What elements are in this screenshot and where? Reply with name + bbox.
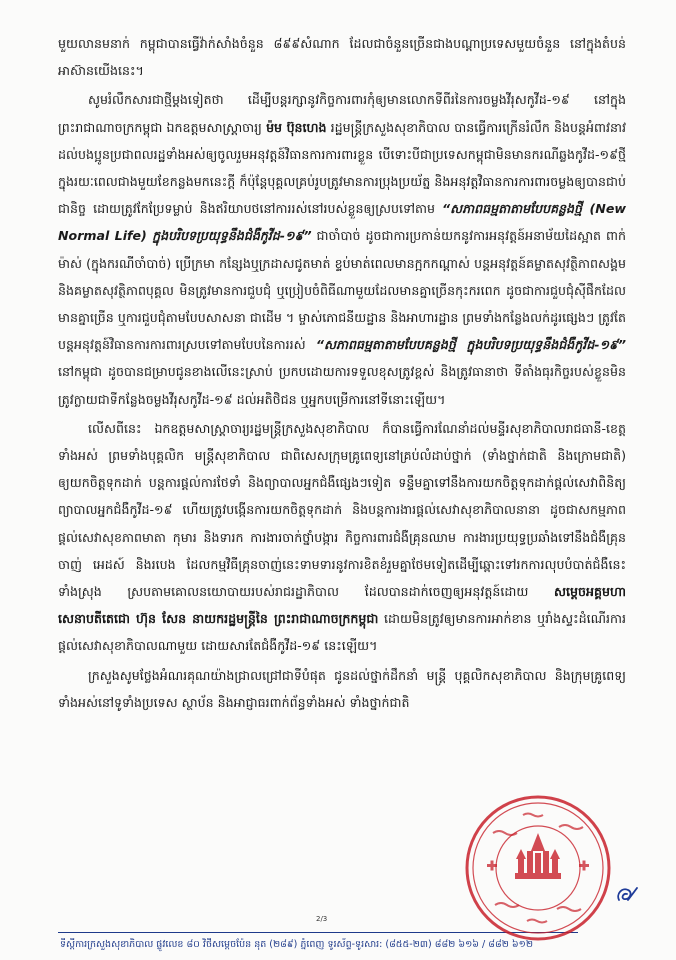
document-body <box>58 30 626 718</box>
text-run: ជាចាំបាច់ ដូចជាការប្រកាន់យកនូវការអនុវត្តន៍អនាម័យដៃស្អាត ពាក់ម៉ាស់ (ក្នុងករណីចាំបាច់) ប្រើក្រមា កន្សែងឬក្រដាសជូតមាត់ ខ្ទប់មាត់ពេលមានក្អកកណ្ដាស់ បន្តអនុវត្តន៍គម្លាតសុវត្ថិភាពសង្គម និងគម្លាតសុវត្ថិភាពបុគ្គល មិនត្រូវមានការជួបជុំ ឬប្រៀបចំពិធីណាមួយដែលមានគ្នាច្រើនកុះករពេក ដូចជាការជួបជុំស៊ីផឹកដែលមានគ្នាច្រើន ឬការជួបជុំតាមបែបសាសនា ជាដើម ។ ម្ចាស់ភោជនីយដ្ឋាន និងអាហារដ្ឋាន ព្រមទាំងកន្លែងលក់ដូរផ្សេងៗ ត្រូវតែបន្តអនុវត្តន៍វិធានការការពារស្របទៅតាមបែបនៃការរស់ <box>58 228 626 353</box>
page-number: 2/3 <box>316 915 328 923</box>
emphasized-text: ម៉ម ប៊ុនហេង <box>266 119 327 135</box>
paragraph <box>58 86 626 412</box>
text-run: សូមរំលឹកសារជាថ្មីម្ដងទៀតថា ដើម្បីបន្តរក្សានូវកិច្ចការពារកុំឲ្យមានលោកទីពីរនៃការចម្លងវីរុសកូវីដ-១៩ នៅក្នុងព្រះរាជាណាចក្រកម្ពុជា ឯកឧត្តមសាស្ត្រាចារ្យ <box>58 92 626 135</box>
ministry-seal-icon <box>463 793 613 943</box>
signature-icon <box>614 882 640 908</box>
text-run: នៅកម្ពុជា ដូចបានជម្រាបជូនខាងលើនេះស្រាប់ ប្រកបដោយការទទួលខុសត្រូវខ្ពស់ និងត្រូវធានាថា ទីតាំងធុរកិច្ចរបស់ខ្លួនមិនត្រូវក្លាយជាទីកន្លែងចម្លងវីរុសកូវីដ-១៩ ដល់អតិថិជន ឬអ្នកបម្រើការនៅទីនោះឡើយ។ <box>58 364 626 407</box>
paragraph <box>58 662 626 716</box>
footer-address: ទីស្ដីការក្រសួងសុខាភិបាល ផ្លូវលេខ ៨០ វិថីសម្ដេចប៉ែន នុត (២៨៩) ភ្នំពេញ ទូរស័ព្ទ-ទូរសារ: (៨៥៥-២៣) ៨៨២ ៦១៦ / ៨៨២ ៦១២ <box>60 939 534 950</box>
paragraph <box>58 30 626 84</box>
text-run: ដោយមិនត្រូវឲ្យមានការអាក់ខាន ឬរាំងស្ទះដំណើរការផ្ដល់សេវាសុខាភិបាលណាមួយ ដោយសារតែជំងឺកូវីដ-១៩ នេះឡើយ។ <box>58 611 626 654</box>
text-run: ក្រសួងសូមថ្លែងអំណរគុណយ៉ាងជ្រាលជ្រៅជាទីបំផុត ជូនដល់ថ្នាក់ដឹកនាំ មន្ត្រី បុគ្គលិកសុខាភិបាល និងក្រុមគ្រូពេទ្យទាំងអស់នៅទូទាំងប្រទេស ស្ថាប័ន និងអាជ្ញាធរពាក់ព័ន្ធទាំងអស់ ទាំងថ្នាក់ជាតិ <box>58 667 626 710</box>
text-run: រដ្ឋមន្ត្រីក្រសួងសុខាភិបាល បានធ្វើការក្រើនរំលឹក និងបន្តអំពាវនាវដល់បងប្អូនប្រជាពលរដ្ឋទាំងអស់ឲ្យចូលរួមអនុវត្តន៍វិធានការការពារខ្លួន បើទោះបីជាប្រទេសកម្ពុជាមិនមានករណីឆ្លងកូវីដ-១៩ថ្មី ក្នុងរយៈពេលជាងមួយខែកន្លងមកនេះក្ដី ក៏ប៉ុន្តែបុគ្គលគ្រប់រូបត្រូវមានការប្រុងប្រយ័ត្ន និងអនុវត្តវិធានការការពារចម្លងឲ្យបានជាប់ជានិច្ច ដោយត្រូវកែប្រែទម្លាប់ និងឥរិយាបថនៅការរស់នៅរបស់ខ្លួនឲ្យស្របទៅតាម <box>58 119 627 217</box>
text-run: លើសពីនេះ ឯកឧត្តមសាស្ត្រាចារ្យរដ្ឋមន្ត្រីក្រសួងសុខាភិបាល ក៏បានធ្វើការណែនាំដល់មន្ទីរសុខាភិបាលរាជធានី-ខេត្តទាំងអស់ ព្រមទាំងបុគ្គលិក មន្ត្រីសុខាភិបាល ជាពិសេសក្រុមគ្រូពេទ្យនៅគ្រប់លំដាប់ថ្នាក់ (ទាំងថ្នាក់ជាតិ និងក្រោមជាតិ) ឲ្យយកចិត្តទុកដាក់ បន្តការផ្ដល់ការថែទាំ និងព្យាបាលអ្នកជំងឺផ្សេងៗទៀត ទន្ទឹមគ្នាទៅនឹងការយកចិត្តទុកដាក់ផ្ដល់សេវាពិនិត្យព្យាបាលអ្នកជំងឺកូវីដ-១៩ ហើយត្រូវបង្កើនការយកចិត្តទុកដាក់ និងបន្តការងារផ្ដល់សេវាសុខាភិបាលនានា ដូចជាសកម្មភាពផ្ដល់សេវាសុខភាពមាតា កុមារ និងទារក ការងារចាក់ថ្នាំបង្ការ កិច្ចការពារជំងឺគ្រុនឈាម ការងារប្រយុទ្ធប្រឆាំងទៅនឹងជំងឺគ្រុនចាញ់ អេដស៍ និងរបេង ដែលកម្មវិធីគ្រុនចាញ់នេះទាមទារនូវការខិតខំរួមគ្នាថែមទៀតដើម្បីឆ្ពោះទៅរកការលុបបំបាត់ជំងឺនេះទាំងស្រុង ស្របតាមគោលនយោបាយរបស់រាជរដ្ឋាភិបាល ដែលបានដាក់ចេញឲ្យអនុវត្តន៍ដោយ <box>58 420 626 600</box>
emphasized-text: “សភាពធម្មតាតាមបែបគន្លងថ្មី ក្នុងបរិបទប្រយុទ្ធនឹងជំងឺកូវីដ-១៩” <box>315 337 627 353</box>
paragraph <box>58 415 626 660</box>
text-run: មួយលានមនាក់ កម្ពុជាបានធ្វើវ៉ាក់សាំងចំនួន ៨៩៩សំណាក ដែលជាចំនួនច្រើនជាងបណ្ដាប្រទេសមួយចំនួន នៅក្នុងតំបន់អាស៊ានយើងនេះ។ <box>58 36 626 79</box>
emphasized-text: “សភាពធម្មតាតាមបែបគន្លងថ្មី (New Normal Life) ក្នុងបរិបទប្រយុទ្ធនឹងជំងឺកូវីដ-១៩” <box>58 201 626 244</box>
emphasized-text: សម្ដេចអគ្គមហាសេនាបតីតេជោ ហ៊ុន សែន នាយករដ្ឋមន្ត្រីនៃ ព្រះរាជាណាចក្រកម្ពុជា <box>58 584 626 627</box>
